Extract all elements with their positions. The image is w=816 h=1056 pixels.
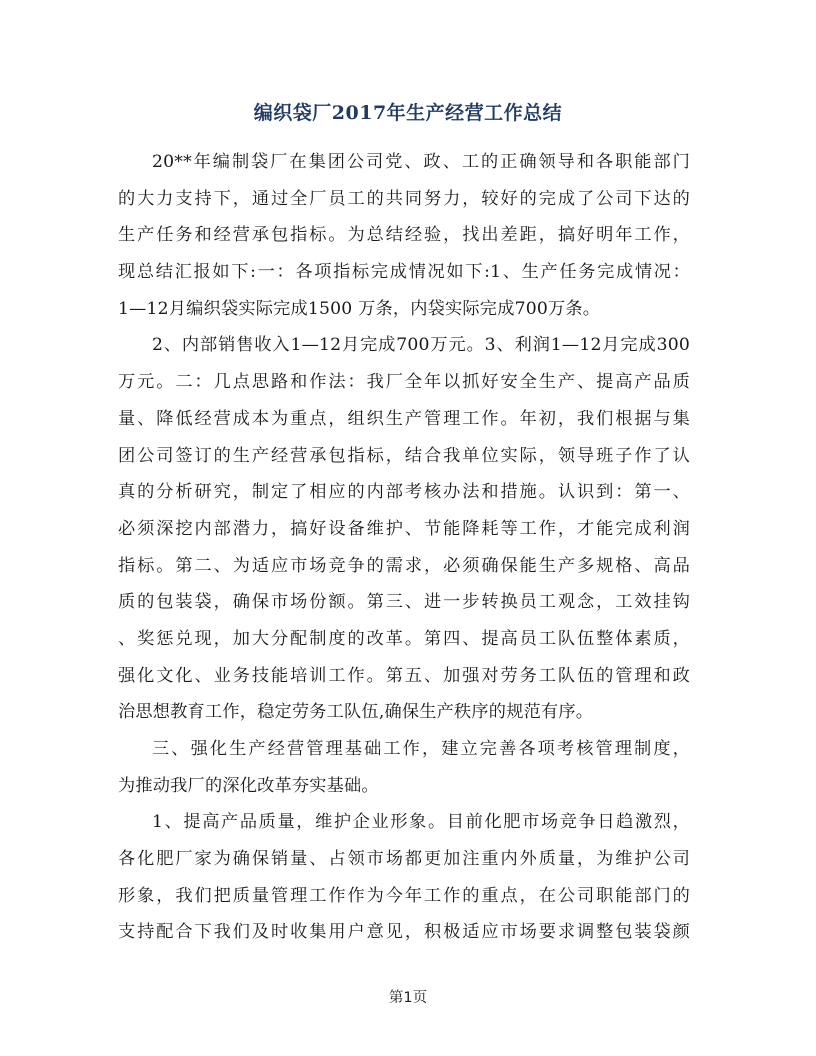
text-line: 、奖惩兑现，加大分配制度的改革。第四、提高员工队伍整体素质， bbox=[118, 628, 690, 649]
text-line: 指标。第二、为适应市场竞争的需求，必须确保能生产多规格、高品 bbox=[118, 555, 690, 576]
document-body bbox=[118, 144, 690, 951]
text-line: 2、内部销售收入1—12月完成700万元。3、利润1—12月完成300 bbox=[152, 335, 690, 356]
text-line: 1—12月编织袋实际完成1500 万条，内袋实际完成700万条。 bbox=[118, 298, 601, 319]
text-line: 质的包装袋，确保市场份额。第三、进一步转换员工观念，工效挂钩 bbox=[118, 592, 690, 613]
document-title: 编织袋厂2017年生产经营工作总结 bbox=[253, 102, 563, 124]
text-line: 各化肥厂家为确保销量、占领市场都更加注重内外质量，为维护公司 bbox=[118, 849, 690, 870]
text-line: 生产任务和经营承包指标。为总结经验，找出差距，搞好明年工作， bbox=[118, 225, 690, 246]
text-line: 现总结汇报如下:一：各项指标完成情况如下:1、生产任务完成情况： bbox=[118, 262, 690, 283]
text-line: 万元。二：几点思路和作法：我厂全年以抓好安全生产、提高产品质 bbox=[118, 372, 690, 393]
text-line: 量、降低经营成本为重点，组织生产管理工作。年初，我们根据与集 bbox=[118, 408, 690, 429]
text-line: 真的分析研究，制定了相应的内部考核办法和措施。认识到：第一、 bbox=[118, 482, 690, 503]
text-line: 三、强化生产经营管理基础工作，建立完善各项考核管理制度， bbox=[152, 739, 690, 759]
paragraph-4 bbox=[118, 804, 690, 951]
text-line: 团公司签订的生产经营承包指标，结合我单位实际，领导班子作了认 bbox=[118, 445, 690, 466]
paragraph-2 bbox=[118, 327, 690, 731]
paragraph-3 bbox=[118, 731, 690, 804]
text-line: 支持配合下我们及时收集用户意见，积极适应市场要求调整包装袋颜 bbox=[118, 922, 690, 943]
text-line: 必须深挖内部潜力，搞好设备维护、节能降耗等工作，才能完成利润 bbox=[118, 518, 690, 539]
text-line: 治思想教育工作，稳定劳务工队伍,确保生产秩序的规范有序。 bbox=[118, 702, 594, 723]
paragraph-1 bbox=[118, 144, 690, 327]
text-line: 强化文化、业务技能培训工作。第五、加强对劳务工队伍的管理和政 bbox=[118, 665, 690, 686]
text-line: 形象，我们把质量管理工作作为今年工作的重点，在公司职能部门的 bbox=[118, 885, 690, 906]
page-number: 第1页 bbox=[388, 990, 428, 1006]
text-line: 20**年编制袋厂在集团公司党、政、工的正确领导和各职能部门 bbox=[152, 152, 690, 172]
text-line: 为推动我厂的深化改革夯实基础。 bbox=[118, 775, 379, 796]
text-line: 1、提高产品质量，维护企业形象。目前化肥市场竞争日趋激烈， bbox=[152, 812, 690, 833]
text-line: 的大力支持下，通过全厂员工的共同努力，较好的完成了公司下达的 bbox=[118, 188, 690, 209]
